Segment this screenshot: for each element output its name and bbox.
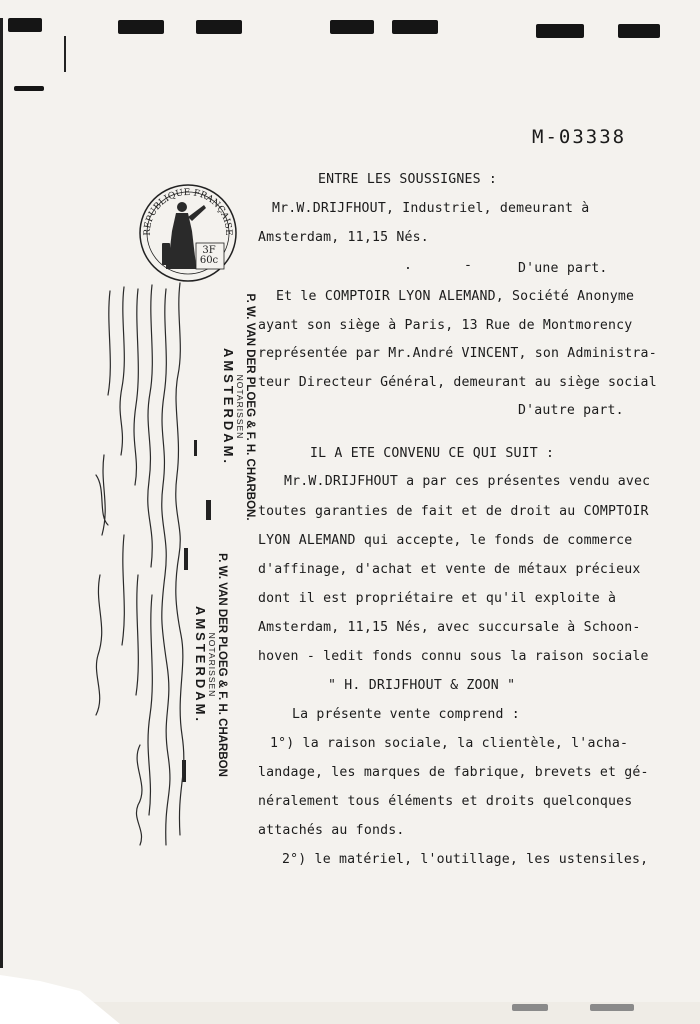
margin-mark (64, 36, 66, 72)
page-left-edge (0, 18, 3, 968)
text-line: Amsterdam, 11,15 Nés, avec succursale à Schoon- (258, 620, 641, 635)
binding-mark (392, 20, 438, 34)
text-line: landage, les marques de fabrique, brevets et gé- (258, 765, 649, 780)
binding-mark (8, 18, 42, 32)
tax-stamp-seal (138, 183, 238, 283)
binding-mark (118, 20, 164, 34)
notary-names: P. W. VAN DER PLOEG & F. H. CHARBON. (244, 293, 256, 521)
text-line: . (404, 258, 413, 273)
text-line: " H. DRIJFHOUT & ZOON " (328, 678, 516, 693)
seal-price: 3F 60c (199, 245, 219, 266)
text-line: Mr.W.DRIJFHOUT, Industriel, demeurant à (272, 201, 590, 216)
stamp-ink-mark (194, 440, 197, 456)
text-line: hoven - ledit fonds connu sous la raison sociale (258, 649, 649, 664)
notary-title: NOTARISSEN (234, 374, 245, 440)
text-line: - (464, 258, 473, 273)
text-line: IL A ETE CONVENU CE QUI SUIT : (310, 446, 555, 461)
text-line: représentée par Mr.André VINCENT, son Administra- (258, 346, 657, 361)
text-line: 1°) la raison sociale, la clientèle, l'acha- (270, 736, 629, 751)
text-line: ayant son siège à Paris, 13 Rue de Montmorency (258, 318, 633, 333)
binding-mark (590, 1004, 634, 1011)
text-line: d'affinage, d'achat et vente de métaux précieux (258, 562, 641, 577)
binding-mark (196, 20, 242, 34)
binding-mark (536, 24, 584, 38)
text-line: Amsterdam, 11,15 Nés. (258, 230, 429, 245)
text-line: D'autre part. (518, 403, 624, 418)
seal-ring-text: REPUBLIQUE FRANÇAISE (142, 187, 234, 236)
text-line: Et le COMPTOIR LYON ALEMAND, Société Anonyme (276, 289, 635, 304)
notary-stamp-upper (221, 282, 256, 532)
document-reference: M-03338 (532, 126, 627, 148)
notary-title: NOTARISSEN (206, 632, 217, 698)
stamp-ink-mark (206, 500, 211, 520)
text-line: teur Directeur Général, demeurant au siège social (258, 375, 657, 390)
text-line: La présente vente comprend : (292, 707, 520, 722)
text-line: 2°) le matériel, l'outillage, les ustensiles, (282, 852, 649, 867)
handwritten-notary-annotation (80, 275, 190, 855)
notary-city: AMSTERDAM. (221, 347, 237, 467)
notary-names: P. W. VAN DER PLOEG & F. H. CHARBON (216, 553, 228, 777)
binding-mark (14, 86, 44, 91)
text-line: Mr.W.DRIJFHOUT a par ces présentes vendu avec (284, 474, 651, 489)
notary-stamp-lower (193, 540, 228, 790)
binding-mark (618, 24, 660, 38)
notary-city: AMSTERDAM. (193, 605, 209, 725)
text-line: dont il est propriétaire et qu'il exploite à (258, 591, 617, 606)
text-line: toutes garanties de fait et de droit au COMPTOIR (258, 504, 649, 519)
text-line: D'une part. (518, 261, 608, 276)
text-line: néralement tous éléments et droits quelconques (258, 794, 633, 809)
binding-mark (330, 20, 374, 34)
text-line: LYON ALEMAND qui accepte, le fonds de commerce (258, 533, 633, 548)
binding-mark (512, 1004, 548, 1011)
text-line: attachés au fonds. (258, 823, 405, 838)
text-line: ENTRE LES SOUSSIGNES : (318, 172, 498, 187)
